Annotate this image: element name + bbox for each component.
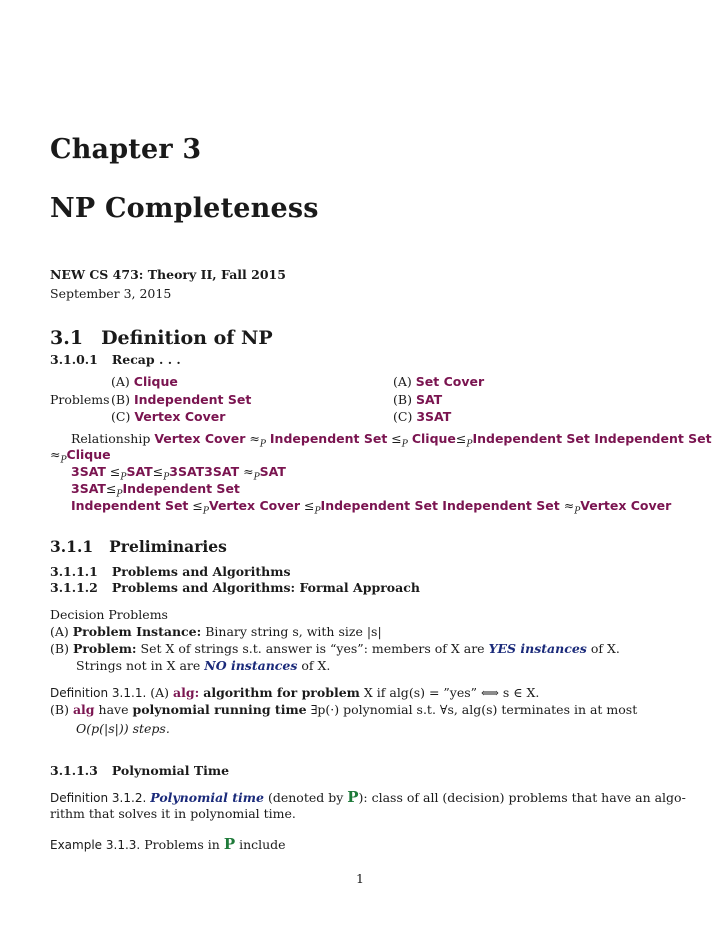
recap-heading: 3.1.0.1 Recap . . . xyxy=(50,352,181,367)
definition-311-line1: Definition 3.1.1. (A) alg: algorithm for problem X if alg(s) = ”yes” ⟺ s ∈ X. xyxy=(50,685,540,700)
definition-312-line2: rithm that solves it in polynomial time. xyxy=(50,806,296,821)
recap-right-a: (A) Set Cover xyxy=(393,374,485,389)
recap-right-b: (B) SAT xyxy=(393,392,443,407)
relationship-line-3: $3SAT \le_PSAT\le_P3SAT3SAT \approx_PSAT$ xyxy=(71,464,286,483)
course-line: NEW CS 473: Theory II, Fall 2015 xyxy=(50,267,286,282)
preliminaries-heading: 3.1.1 Preliminaries xyxy=(50,537,227,556)
chapter-label: Chapter 3 xyxy=(50,134,202,165)
section-title: Definition of NP xyxy=(101,327,273,349)
relationship-line-4: $3SAT\le_PIndependent$ Set xyxy=(71,481,240,500)
page-number: 1 xyxy=(356,871,364,886)
course-date: September 3, 2015 xyxy=(50,286,172,301)
subsubsection-3113: 3.1.1.3 Polynomial Time xyxy=(50,763,230,778)
recap-left-c: (C) Vertex Cover xyxy=(111,409,226,424)
decision-item-a: (A) Problem Instance: Binary string s, with size |s| xyxy=(50,624,382,639)
relationship-line-1: Relationship Vertex Cover $\approx_P$ Independent Set $\le_P$ $Clique\le_PIndependent$ Set Independent Set xyxy=(71,431,712,450)
problems-label: Problems xyxy=(50,392,110,407)
decision-item-b: (B) Problem: Set X of strings s.t. answer is “yes”: members of X are YES instances of X. xyxy=(50,641,620,656)
relationship-line-5: Independent Set $\le_PVertex$ Cover $\le_PIndependent$ Set Independent Set $\approx_PVertex$ Cover xyxy=(71,498,672,517)
subsubsection-3112: 3.1.1.2 Problems and Algorithms: Formal Approach xyxy=(50,580,420,595)
recap-left-a: (A) Clique xyxy=(111,374,178,389)
decision-item-b-line2: Strings not in X are NO instances of X. xyxy=(76,658,331,673)
section-number: 3.1 xyxy=(50,327,84,349)
definition-312-line1: Definition 3.1.2. Polynomial time (denoted by P): class of all (decision) problems that have an algo- xyxy=(50,788,686,806)
chapter-title: NP Completeness xyxy=(50,193,319,224)
relationship-line-2: $\approx_PClique$ xyxy=(50,447,111,466)
recap-right-c: (C) 3SAT xyxy=(393,409,452,424)
section-heading xyxy=(50,327,273,349)
recap-left-b: (B) Independent Set xyxy=(111,392,252,407)
decision-heading: Decision Problems xyxy=(50,607,168,622)
definition-311-line3: O(p(|s|)) steps. xyxy=(76,721,170,736)
definition-311-line2: (B) alg have polynomial running time ∃p(·) polynomial s.t. ∀s, alg(s) terminates in at most xyxy=(50,702,638,717)
example-313: Example 3.1.3. Problems in P include xyxy=(50,835,286,853)
subsubsection-3111: 3.1.1.1 Problems and Algorithms xyxy=(50,564,291,579)
